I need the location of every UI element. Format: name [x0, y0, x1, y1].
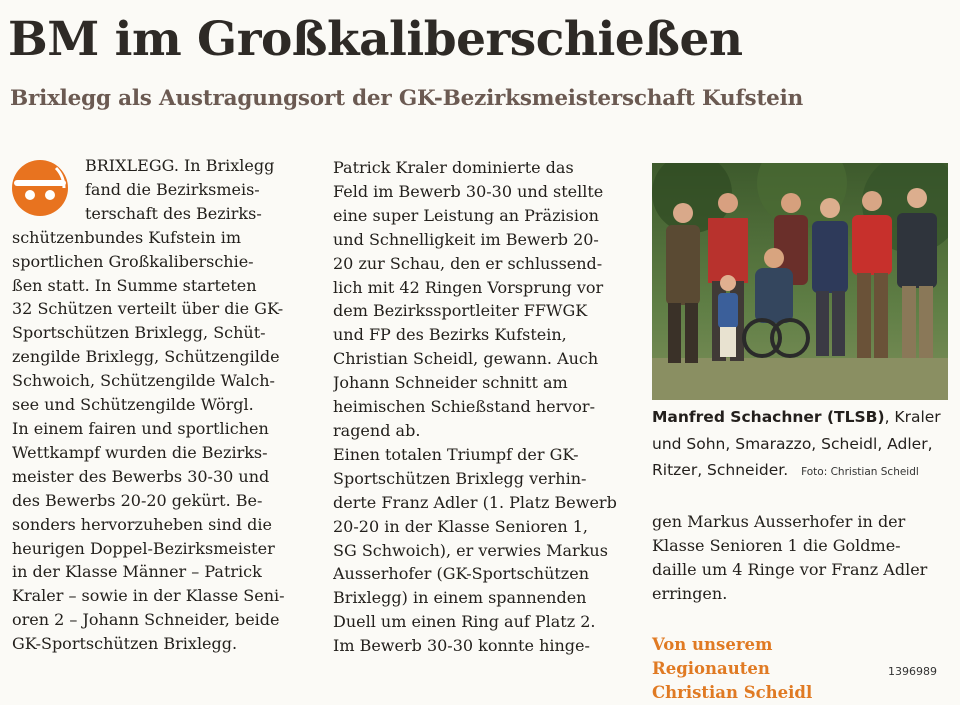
photo-credit: Foto: Christian Scheidl	[801, 466, 919, 478]
text-line: Christian Scheidl, gewann. Auch	[333, 349, 599, 369]
text-line: Duell um einen Ring auf Platz 2.	[333, 612, 596, 632]
text-line: Im Bewerb 30-30 konnte hinge-	[333, 636, 590, 656]
text-line: GK-Sportschützen Brixlegg.	[12, 634, 238, 654]
text-line: des Bewerbs 20-20 gekürt. Be-	[12, 490, 263, 510]
text-line: ragend ab.	[333, 420, 421, 440]
text-line: Brixlegg) in einem spannenden	[333, 588, 587, 608]
text-line: Feld im Bewerb 30-30 und stellte	[333, 181, 604, 201]
text-line: Einen totalen Triumpf der GK-	[333, 444, 579, 464]
text-line: schützenbundes Kufstein im	[12, 227, 242, 247]
author-byline	[652, 633, 892, 705]
article-column-3	[652, 510, 950, 606]
text-line: fand die Bezirksmeis-	[85, 179, 260, 199]
caption-text: , Kraler	[884, 408, 941, 426]
subheadline: Brixlegg als Austragungsort der GK-Bezirksmeisterschaft Kufstein	[10, 86, 804, 111]
text-line: Kraler – sowie in der Klasse Seni-	[12, 586, 285, 606]
text-line: Wettkampf wurden die Bezirks-	[12, 442, 268, 462]
text-line: erringen.	[652, 583, 728, 603]
text-line: Johann Schneider schnitt am	[333, 373, 568, 393]
text-line: Schwoich, Schützengilde Walch-	[12, 371, 275, 391]
article-code: 1396989	[888, 665, 937, 678]
caption-text: Ritzer, Schneider.	[652, 461, 789, 479]
text-line: BRIXLEGG. In Brixlegg	[85, 156, 275, 175]
text-line: SG Schwoich), er verwies Markus	[333, 540, 608, 560]
text-line: 32 Schützen verteilt über die GK-	[12, 299, 284, 319]
text-line: meister des Bewerbs 30-30 und	[12, 466, 270, 486]
text-line: Patrick Kraler dominierte das	[333, 158, 574, 177]
group-photo-illustration	[652, 163, 948, 400]
text-line: see und Schützengilde Wörgl.	[12, 395, 254, 415]
text-line: In einem fairen und sportlichen	[12, 418, 269, 438]
text-line: derte Franz Adler (1. Platz Bewerb	[333, 492, 617, 512]
text-line: eine super Leistung an Präzision	[333, 205, 599, 225]
text-line: lich mit 42 Ringen Vorsprung vor	[333, 277, 604, 297]
text-line: ßen statt. In Summe starteten	[12, 275, 257, 295]
text-line: Sportschützen Brixlegg verhin-	[333, 468, 587, 488]
article-column-1	[12, 154, 312, 656]
text-line: 20-20 in der Klasse Senioren 1,	[333, 516, 589, 536]
photo-caption	[652, 404, 952, 486]
text-line: und FP des Bezirks Kufstein,	[333, 325, 567, 345]
text-line: dem Bezirkssportleiter FFWGK	[333, 301, 588, 321]
text-line: oren 2 – Johann Schneider, beide	[12, 610, 280, 630]
group-photo	[652, 163, 948, 400]
text-line: heimischen Schießstand hervor-	[333, 397, 595, 417]
text-line: sonders hervorzuheben sind die	[12, 514, 272, 534]
headline: BM im Großkaliberschießen	[8, 12, 743, 67]
text-line: heurigen Doppel-Bezirksmeister	[12, 538, 275, 558]
text-line: und Schnelligkeit im Bewerb 20-	[333, 229, 599, 249]
article-column-2	[333, 156, 633, 658]
text-line: terschaft des Bezirks-	[85, 203, 262, 223]
text-line: 20 zur Schau, den er schlussend-	[333, 253, 603, 273]
text-line: Sportschützen Brixlegg, Schüt-	[12, 323, 266, 343]
text-line: Klasse Senioren 1 die Goldme-	[652, 535, 901, 555]
caption-text: und Sohn, Smarazzo, Scheidl, Adler,	[652, 434, 933, 453]
author-line: Von unserem Regionauten	[652, 635, 773, 678]
author-name: Christian Scheidl	[652, 683, 813, 702]
text-line: Ausserhofer (GK-Sportschützen	[333, 564, 590, 584]
text-line: daille um 4 Ringe vor Franz Adler	[652, 559, 928, 579]
caption-bold-name: Manfred Schachner (TLSB)	[652, 408, 885, 426]
text-line: zengilde Brixlegg, Schützengilde	[12, 347, 280, 367]
text-line: sportlichen Großkaliberschie-	[12, 251, 254, 271]
text-line: in der Klasse Männer – Patrick	[12, 562, 262, 582]
text-line: gen Markus Ausserhofer in der	[652, 512, 906, 531]
